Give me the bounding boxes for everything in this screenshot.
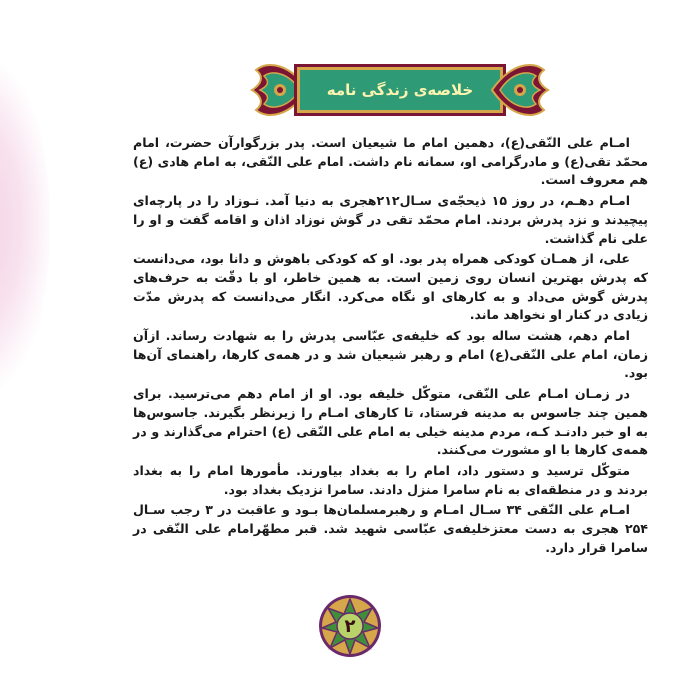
- page-number-medallion: [318, 594, 382, 658]
- paragraph: امـام دهـم، در روز ۱۵ ذیحجّه‌ی سـال۲۱۲هجری به دنیا آمد. نـوزاد را در پارچه‌ای پیچیدند و نزد پدرش بردند. امام محمّد تقی در گوش نوزاد اذان و اقامه گفت و او را علی نام گذاشت.: [133, 193, 648, 246]
- page-header: [250, 56, 550, 124]
- page-number: ۲: [344, 615, 356, 637]
- arabesque-ornament-icon: [490, 56, 550, 124]
- biography-text: [133, 134, 648, 559]
- paragraph: امام دهم، هشت ساله بود که خلیفه‌ی عبّاسی پدرش را به شهادت رساند. ازآن زمان، امام علی النّقی(ع) امام و رهبر شیعیان شد و در همه‌ی کارها، راهنمای آن‌ها بود.: [133, 328, 648, 381]
- paragraph: در زمـان امـام علی النّقی، متوکّل خلیفه بود. او از امام دهم می‌ترسید. برای همین چند جاسوس به مدینه فرستاد، تا کارهای امـام را زیرنظر بگیرند. جاسوس‌ها به او خبر دادنـد کـه، مردم مدینه خیلی به امام علی النّقی (ع) احترام می‌گذارند و در همه‌ی کارها با او مشورت می‌کنند.: [133, 386, 648, 458]
- paragraph: متوکّل ترسید و دستور داد، امام را به بغداد بیاورند. مأمورها امام را به بغداد بردند و در منطقه‌ای به نام سامرا منزل دادند. سامرا نزدیک بغداد بود.: [133, 462, 648, 497]
- paragraph: علی، از همـان کودکی همراه پدر بود. او که کودکی باهوش و دانا بود، می‌دانست که پدرش بهترین انسان روی زمین است. به همین خاطر، او با دقّت به حرف‌های پدرش گوش می‌داد و به کارهای او نگاه می‌کرد. انگار می‌دانست که پدرش مدّت زیادی در کنار او نخواهد ماند.: [133, 251, 648, 323]
- decorative-side-glow: [0, 60, 50, 390]
- paragraph: امـام علی النّقی(ع)، دهمین امام ما شیعیان است. پدر بزرگوارآن حضرت، امام محمّد تقی(ع) و مادرگرامی او، سمانه نام داشت. امام علی النّقی، به امام هادی (ع) هم معروف است.: [133, 135, 648, 188]
- page-title: خلاصه‌ی زندگی نامه: [326, 81, 474, 99]
- paragraph: امـام علی النّقی ۳۴ سـال امـام و رهبرمسلمان‌ها بـود و عاقبت در ۳ رجب سـال ۲۵۴ هجری به دست معتزخلیفه‌ی عبّاسی شهید شد. قبر مطهّرامام علی النّقی در سامرا قرار دارد.: [133, 502, 648, 555]
- title-banner: [294, 64, 506, 116]
